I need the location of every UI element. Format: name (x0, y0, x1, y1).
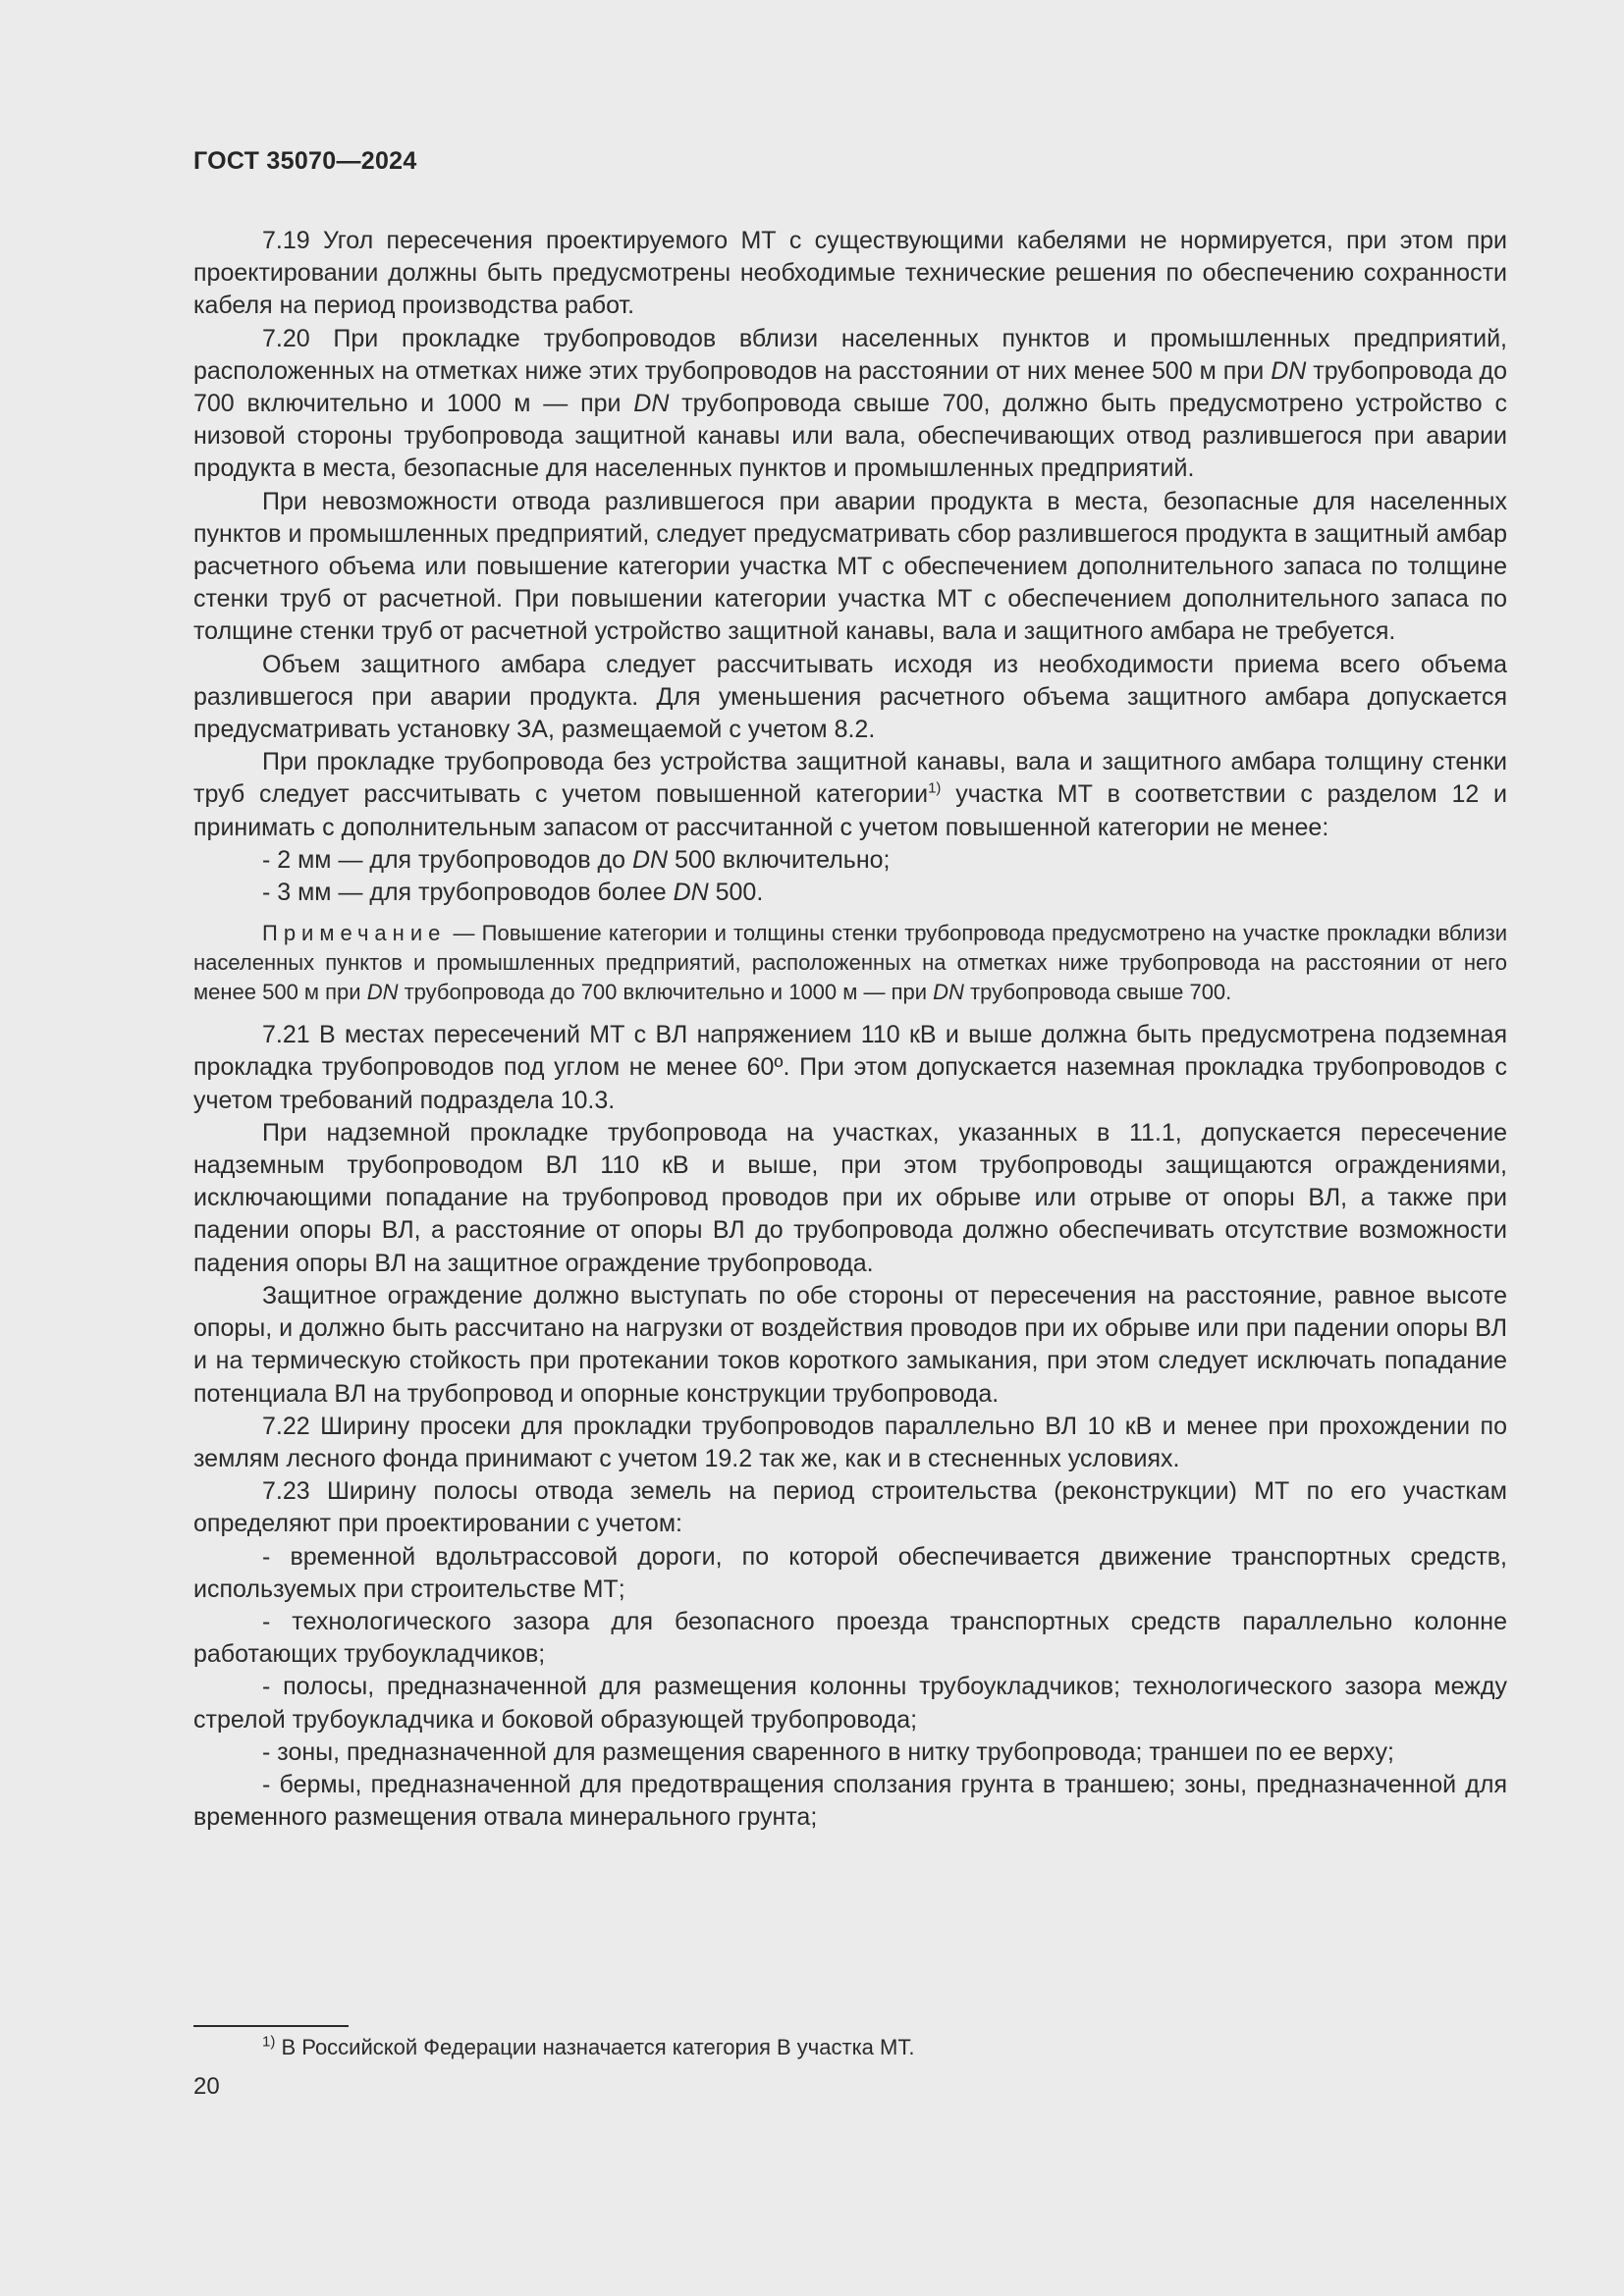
paragraph-7-21-fence: Защитное ограждение должно выступать по обе стороны от пересечения на расстояние, равное высоте опоры, и должно быть рассчитано на нагрузки от воздействия проводов при их обрыве или при падении опоры ВЛ и на термическую стойкость при протекании токов короткого замыкания, при этом следует исключать попадание потенциала ВЛ на трубопровод и опорные конструкции трубопровода. (193, 1281, 1507, 1408)
list-item: - технологического зазора для безопасного проезда транспортных средств параллельно колонне работающих трубоукладчиков; (193, 1607, 1507, 1669)
footnote-mark: 1) (262, 2033, 276, 2051)
list-item: - бермы, предназначенной для предотвращения сползания грунта в траншею; зоны, предназначенной для временного размещения отвала минерального грунта; (193, 1770, 1507, 1832)
note-label: Примечание (262, 921, 447, 946)
paragraph-7-23: 7.23 Ширину полосы отвода земель на период строительства (реконструкции) МТ по его участкам определяют при проектировании с учетом: (193, 1477, 1507, 1538)
page-number: 20 (193, 2073, 220, 2100)
list-item: - 3 мм — для трубопроводов более DN 500. (262, 879, 764, 907)
list-item: - 2 мм — для трубопроводов до DN 500 включительно; (262, 845, 891, 874)
paragraph-7-22: 7.22 Ширину просеки для прокладки трубопроводов параллельно ВЛ 10 кВ и менее при прохождении по землям лесного фонда принимают с учетом 19.2 так же, как и в стесненных условиях. (193, 1412, 1507, 1472)
list-item: - полосы, предназначенной для размещения колонны трубоукладчиков; технологического зазора между стрелой трубоукладчика и боковой образующей трубопровода; (193, 1673, 1507, 1734)
paragraph-7-20-wall-thickness: При прокладке трубопровода без устройства защитной канавы, вала и защитного амбара толщину стенки труб следует рассчитывать с учетом повышенной категории$^{1)}$ участка МТ в соответствии с разделом 12 и принимать с дополнительным запасом от рассчитанной с учетом повышенной категории не менее: (193, 748, 1507, 841)
list-item: - временной вдольтрассовой дороги, по которой обеспечивается движение транспортных средств, используемых при строительстве МТ; (193, 1542, 1507, 1603)
paragraph-7-21: 7.21 В местах пересечений МТ с ВЛ напряжением 110 кВ и выше должна быть предусмотрена подземная прокладка трубопроводов под углом не менее 60º. При этом допускается наземная прокладка трубопроводов с учетом требований подраздела 10.3. (193, 1021, 1507, 1114)
paragraph-7-20-impossible-drain: При невозможности отвода разлившегося при аварии продукта в места, безопасные для населенных пунктов и промышленных предприятий, следует предусматривать сбор разлившегося продукта в защитный амбар расчетного объема или повышение категории участка МТ с обеспечением дополнительного запаса по толщине стенки труб от расчетной. При повышении категории участка МТ с обеспечением дополнительного запаса по толщине стенки труб от расчетной устройство защитной канавы, вала и защитного амбара не требуется. (193, 487, 1507, 646)
footnote: $^{1)}$ В Российской Федерации назначается категория В участка МТ. (262, 2033, 915, 2059)
paragraph-7-21-above-ground: При надземной прокладке трубопровода на участках, указанных в 11.1, допускается пересечение надземным трубопроводом ВЛ 110 кВ и выше, при этом трубопроводы защищаются ограждениями, исключающими попадание на трубопровод проводов при их обрыве или отрыве от опоры ВЛ, а также при падении опоры ВЛ, а расстояние от опоры ВЛ до трубопровода должно обеспечивать отсутствие возможности падения опоры ВЛ на защитное ограждение трубопровода. (193, 1118, 1507, 1277)
document-body (193, 225, 1507, 1834)
footnote-ref: 1) (928, 780, 942, 798)
paragraph-7-20: 7.20 При прокладке трубопроводов вблизи населенных пунктов и промышленных предприятий, расположенных на отметках ниже этих трубопроводов на расстоянии от них менее 500 м при DN трубопровода до 700 включительно и 1000 м — при DN трубопровода свыше 700, должно быть предусмотрено устройство с низовой стороны трубопровода защитной канавы или вала, обеспечивающих отвод разлившегося при аварии продукта в места, безопасные для населенных пунктов и промышленных предприятий. (193, 324, 1508, 483)
footnote-divider (193, 2025, 349, 2027)
paragraph-7-19: 7.19 Угол пересечения проектируемого МТ с существующими кабелями не нормируется, при этом при проектировании должны быть предусмотрены необходимые технические решения по обеспечению сохранности кабеля на период производства работ. (193, 227, 1507, 320)
paragraph-7-20-barn-volume: Объем защитного амбара следует рассчитывать исходя из необходимости приема всего объема разлившегося при аварии продукта. Для уменьшения расчетного объема защитного амбара допускается предусматривать установку ЗА, размещаемой с учетом 8.2. (193, 650, 1507, 744)
document-header: ГОСТ 35070—2024 (193, 147, 417, 175)
note: Примечание — Повышение категории и толщины стенки трубопровода предусмотрено на участке прокладки вблизи населенных пунктов и промышленных предприятий, расположенных на отметках ниже трубопровода на расстоянии от него менее 500 м при DN трубопровода до 700 включительно и 1000 м — при DN трубопровода свыше 700. (193, 921, 1507, 1005)
list-item: - зоны, предназначенной для размещения сваренного в нитку трубопровода; траншеи по ее верху; (262, 1737, 1394, 1766)
